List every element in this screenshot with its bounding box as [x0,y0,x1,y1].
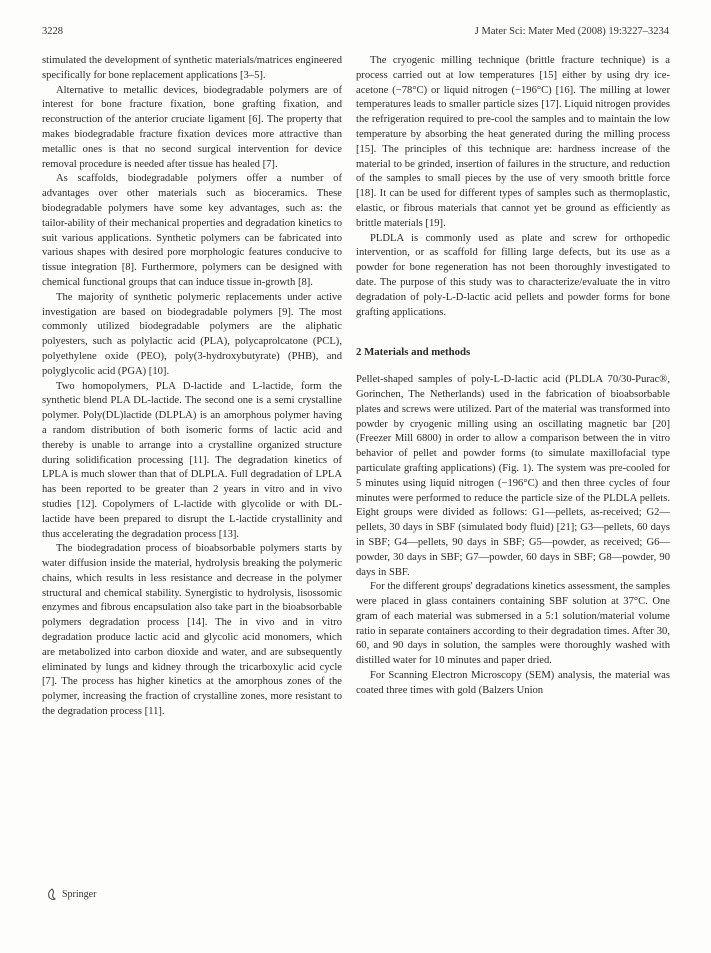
paragraph: stimulated the development of synthetic materials/matrices engineered specifically for bone replacement applications [3–5]. [42,55,342,81]
paragraph: The cryogenic milling technique (brittle fracture technique) is a process carried out at low temperatures [15] either by using dry ice-acetone (−78°C) or liquid nitrogen (−196°C) [16]. The milling at lower temperatures leads to smaller particle sizes [17]. Liquid nitrogen provides the refrigeration required to pre-cool the samples and to maintain the low temperature by absorbing the heat generated during the milling process [15]. The principles of this technique are: hardness increase of the material to be grinded, insertion of failures in the structure, and reduction of the samples to small pieces by the use of very smooth brittle force [18]. It can be used for different types of samples such as thermoplastic, elastic, or fibrous materials that cannot yet be ground as efficiently as brittle materials [19]. [356,55,670,229]
paragraph: For the different groups' degradations kinetics assessment, the samples were placed in glass containers containing SBF solution at 37°C. One gram of each material was submersed in a 5:1 solution/material volume ratio in separate containers according to their degradation times. After 30, 60, and 90 days in solution, the samples were thoroughly washed with distilled water for 10 minutes and paper dried. [356,581,670,667]
right-column [356,54,670,699]
paragraph: PLDLA is commonly used as plate and screw for orthopedic intervention, or as scaffold for filling large defects, but its use as a powder for bone regeneration has not been thoroughly investigated to date. The purpose of this study was to characterize/evaluate the in vitro degradation of poly-L-D-lactic acid pellets and powder forms for bone grafting applications. [356,232,670,318]
paragraph: The biodegradation process of bioabsorbable polymers starts by water diffusion inside the material, hydrolysis breaking the polymeric chains, which results in less resistance and decrease in the polymer structural and chemical stability. Synergistic to hydrolysis, lisossomic enzymes and fibrous encapsulation also take part in the bioabsorbable polymers degradation process [14]. The in vivo and in vitro degradation produce lactic acid and glycolic acid monomers, which are metabolized into carbon dioxide and water, and are subsequently eliminated by lungs and kidney through the tricarboxylic acid cycle [7]. The process has higher kinetics at the amorphous zones of the polymer, increasing the fraction of crystalline zones, more resistant to the degradation process [11]. [42,543,342,718]
paragraph: Pellet-shaped samples of poly-L-D-lactic acid (PLDLA 70/30-Purac®, Gorinchen, The Netherlands) used in the fabrication of bioabsorbable plates and screws were utilized. Part of the material was transformed into powder by cryogenic milling using an oscillating magnetic bar [20] (Freezer Mill 6800) in order to allow a comparison between the in vitro behavior of pellet and powder forms (to simulate maxillofacial type particulate grafting applications) (Fig. 1). The system was pre-cooled for 5 minutes using liquid nitrogen (−196°C) and then three cycles of four minutes were performed to reduce the particle size of the PLDLA pellets. Eight groups were divided as follows: G1—pellets, as-received; G2—pellets, 30 days in SBF (simulated body fluid) [21]; G3—pellets, 60 days in SBF; G4—pellets, 90 days in SBF; G5—powder, as received; G6—powder, 30 days in SBF; G7—powder, 60 days in SBF; G8—powder, 90 days in SBF. [356,374,670,578]
section-heading: 2 Materials and methods [356,346,471,359]
paragraph: Two homopolymers, PLA D-lactide and L-lactide, form the synthetic blend PLA DL-lactide. The second one is a semi crystalline polymer. Poly(DL)lactide (DLPLA) is an amorphous polymer having a random distribution of both isomeric forms of lactic acid and thereby is unable to arrange into a crystalline organized structure during solidification processing [11]. The degradation kinetics of LPLA is much slower than that of DLPLA. Full degradation of LPLA has been reported to be greater than 2 years in vitro and in vivo studies [12]. Copolymers of L-lactide with glycolide or with DL-lactide have been prepared to disrupt the L-lactide crystallinity and thus accelerating the degradation process [13]. [42,380,342,540]
publisher-name: Springer [62,889,97,900]
left-column [42,54,342,720]
running-header [42,26,669,37]
paragraph: As scaffolds, biodegradable polymers offer a number of advantages over other materials such as bioceramics. These biodegradable polymers have some key advantages, such as: the tailor-ability of their mechanical properties and degradation kinetics to suit various applications. Synthetic polymers can be fabricated into various shapes with desired pore morphologic features conducive to tissue integration [8]. Furthermore, polymers can be designed with chemical functional groups that can induce tissue in-growth [8]. [42,173,342,288]
paragraph: Alternative to metallic devices, biodegradable polymers are of interest for bone fracture fixation, bone grafting fixation, and reconstruction of the anterior cruciate ligament [6]. The property that makes biodegradable fracture fixation devices more attractive than metallic ones is that no second surgical intervention for device removal procedure is needed after tissue has healed [7]. [42,84,342,170]
page-number: 3228 [42,26,63,37]
page-footer [46,888,96,901]
journal-citation: J Mater Sci: Mater Med (2008) 19:3227–3234 [474,26,669,37]
paragraph: The majority of synthetic polymeric replacements under active investigation are based on biodegradable polymers [9]. The most commonly utilized biodegradable polymers are the aliphatic polyesters, such as polylactic acid (PLA), polycaprolcatone (PCL), polyethylene oxide (PEO), poly(3-hydroxybutyrate) (PHB), and polyglycolic acid (PGA) [10]. [42,291,342,377]
springer-logo-icon [46,888,58,901]
paragraph: For Scanning Electron Microscopy (SEM) analysis, the material was coated three times with gold (Balzers Union [356,670,670,696]
